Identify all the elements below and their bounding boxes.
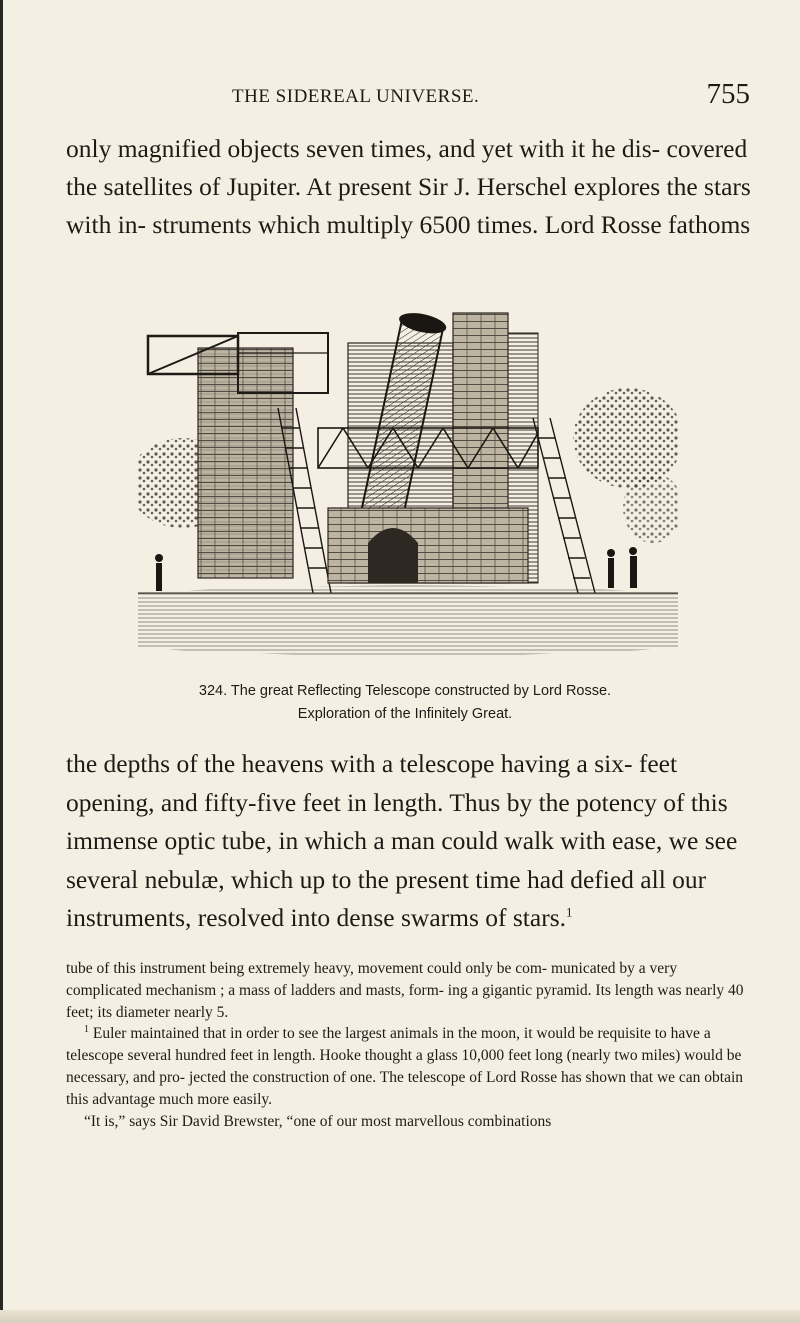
page-header <box>60 78 750 118</box>
footnote-reference: 1 <box>566 904 573 920</box>
running-head: THE SIDEREAL UNIVERSE. <box>232 86 480 107</box>
telescope-engraving <box>138 308 678 664</box>
footnote-1-text: Euler maintained that in order to see the largest animals in the moon, it would be requisite to have a telescope several hundred feet in length. Hooke thought a glass 10,000 feet long (nearly two miles) would be necessary, and pro- jected the construction of one. The telescope of Lord Rosse has shown that we can obtain this advantage much more easily. <box>66 1025 744 1108</box>
figure-caption-line-2: Exploration of the Infinitely Great. <box>297 706 513 722</box>
footnote-1 <box>66 1023 756 1110</box>
page-edge-rule <box>0 0 3 1323</box>
footnote-quote: “It is,” says Sir David Brewster, “one of our most marvellous combinations <box>84 1112 552 1130</box>
footnote-1-marker: 1 <box>84 1024 89 1036</box>
footnote-continuation: tube of this instrument being extremely heavy, movement could only be com- municated by a very complicated mechanism ; a mass of ladders and masts, form- ing a gigantic pyramid. Its length was nearly 40 feet; its diameter nearly 5. <box>66 960 744 1021</box>
figure-caption-line-1: 324. The great Reflecting Telescope constructed by Lord Rosse. <box>198 683 612 699</box>
page-bottom-edge <box>0 1310 800 1323</box>
paragraph-2 <box>66 745 756 938</box>
page-number: 755 <box>706 78 750 110</box>
footnotes <box>66 958 756 1132</box>
paragraph-2-text: the depths of the heavens with a telescope having a six- feet opening, and fifty-five feet in length. Thus by the potency of this immense optic tube, in which a man could walk with ease, we see several nebulæ, which up to the present time had defied all our instruments, resolved into dense swarms of stars. <box>66 749 738 932</box>
paragraph-1: only magnified objects seven times, and yet with it he dis- covered the satellites of Jupiter. At present Sir J. Herschel explores the stars with in- struments which multiply 6500 times. Lord Rosse fathoms <box>66 134 751 239</box>
